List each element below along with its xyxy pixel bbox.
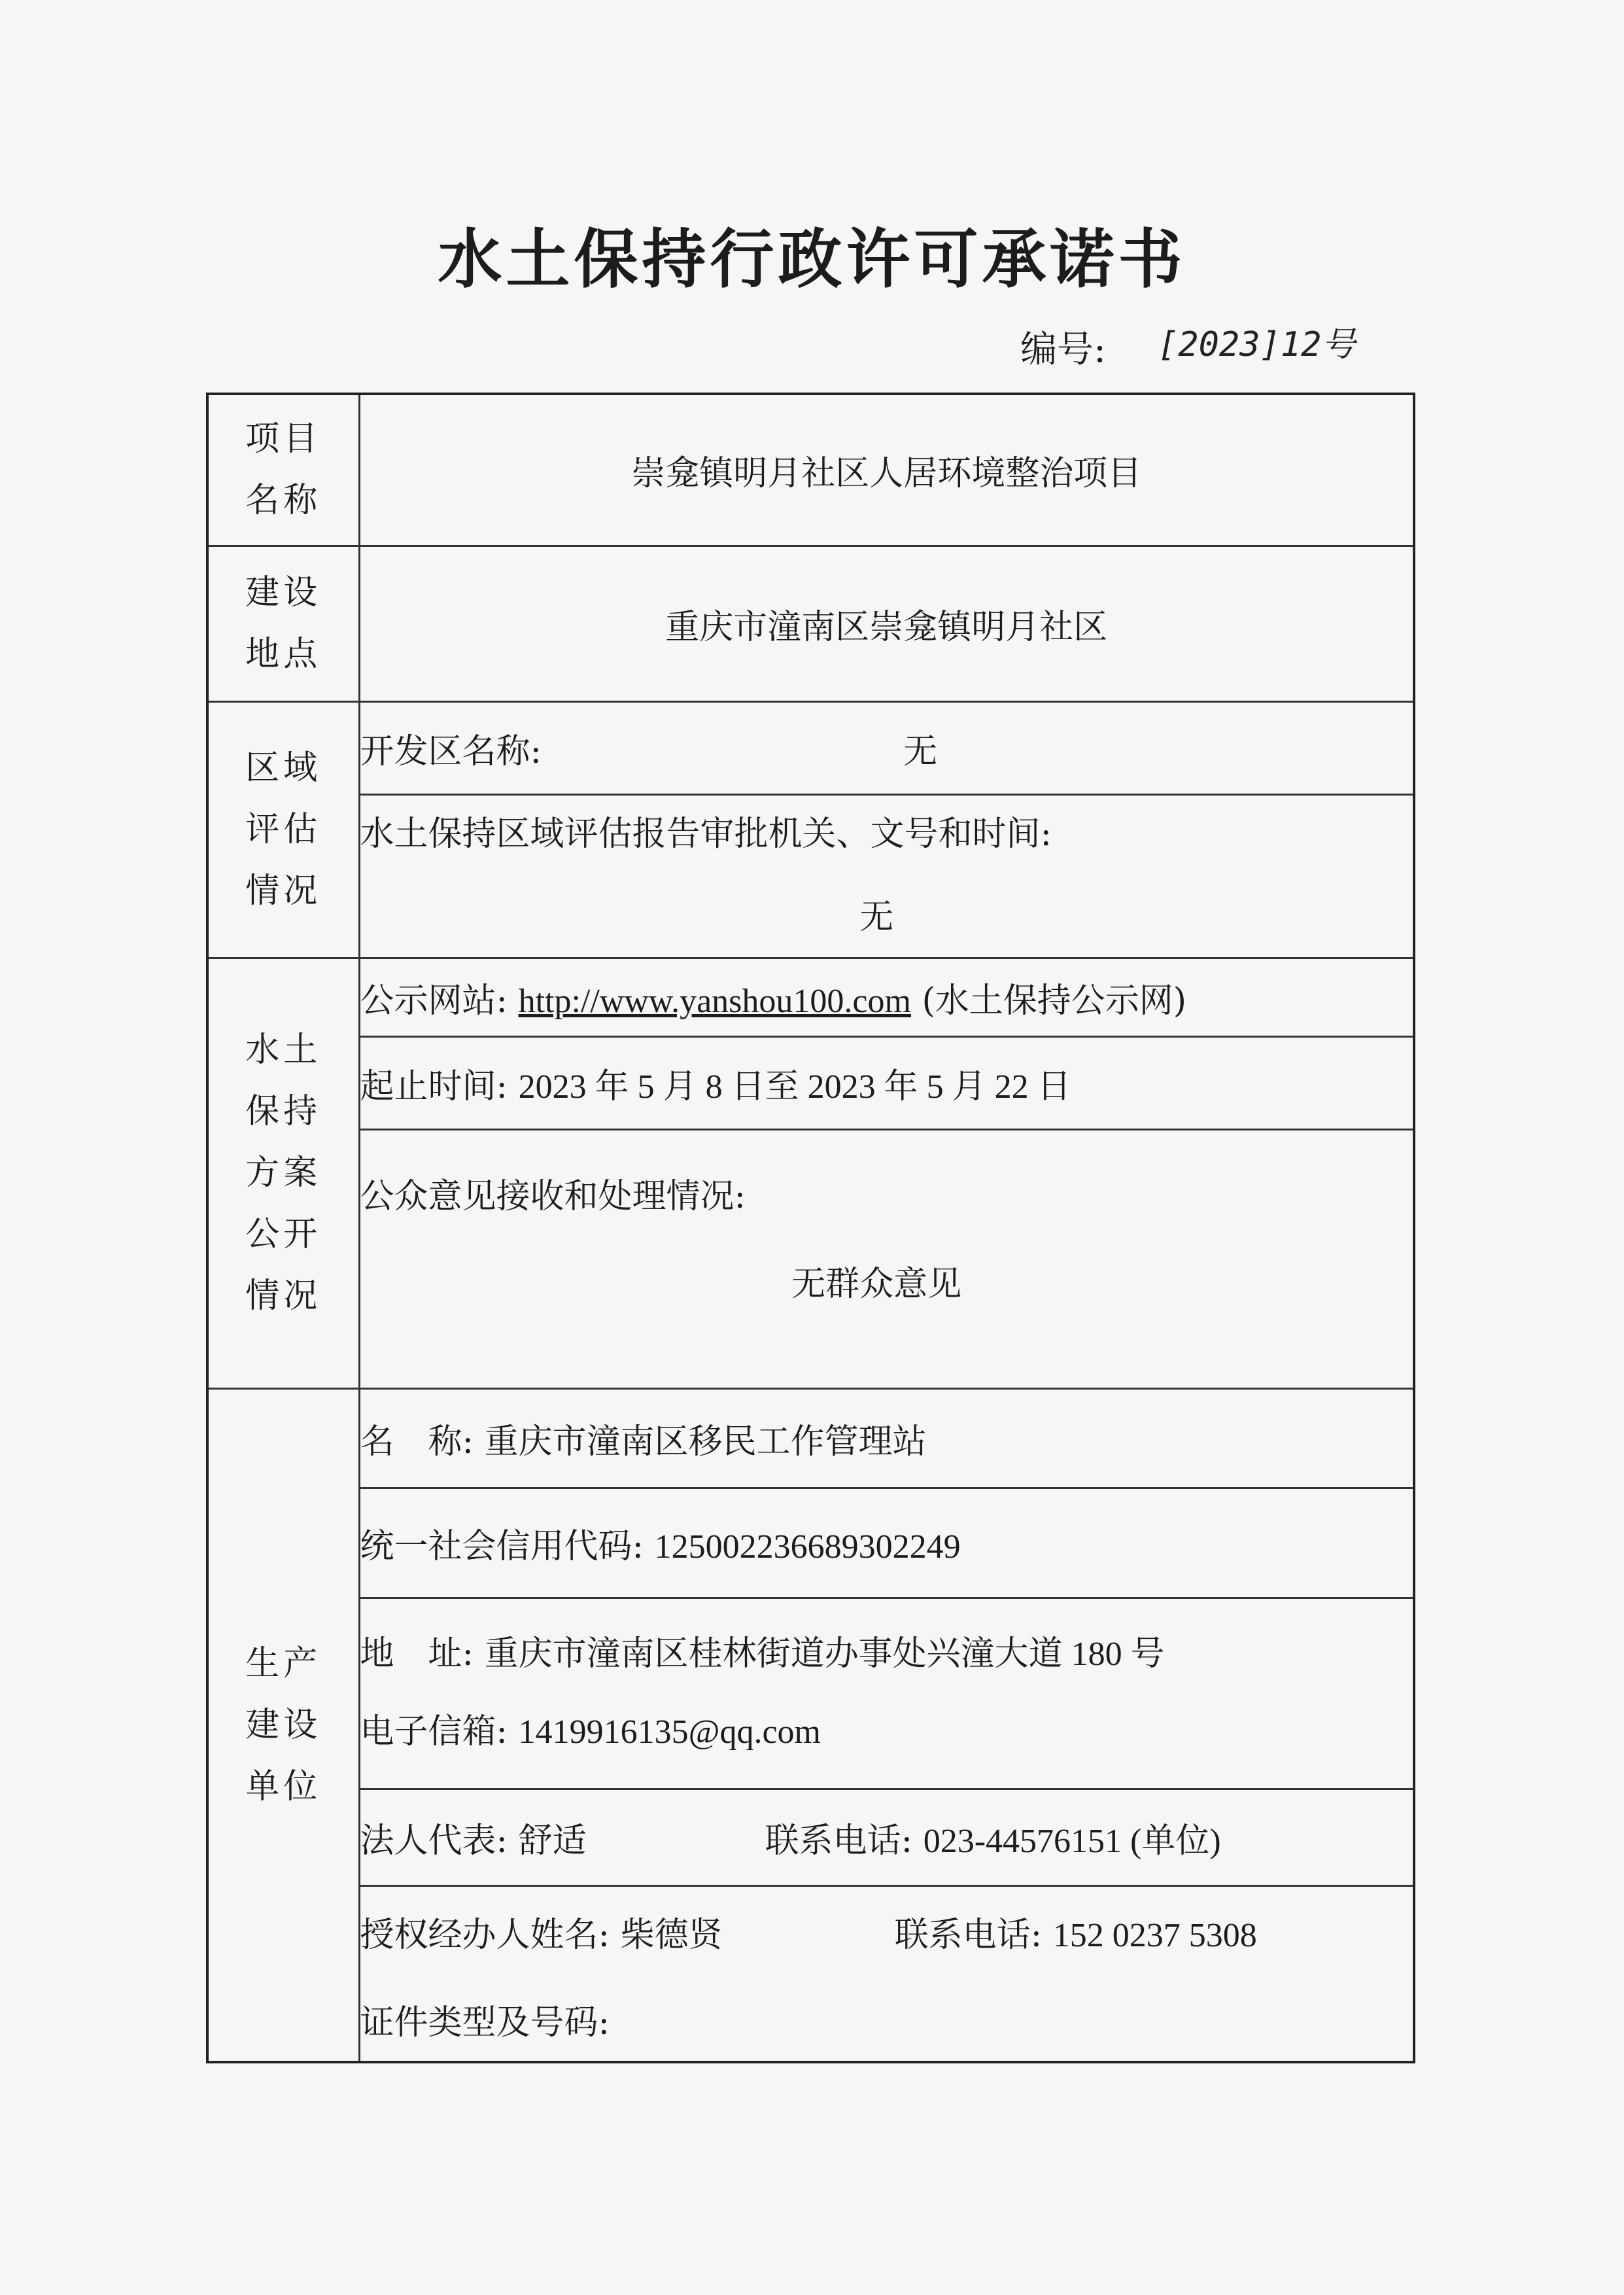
credit-code-value: 125002236689302249	[654, 1528, 961, 1566]
commitment-form-table	[206, 393, 1415, 2063]
unit-label: 生产建设单位	[207, 1388, 359, 2062]
period-value: 2023 年 5 月 8 日至 2023 年 5 月 22 日	[518, 1068, 1071, 1106]
approval-row	[359, 794, 1414, 958]
construction-site-value: 重庆市潼南区崇龛镇明月社区	[359, 546, 1414, 701]
unit-name-label: 名 称:	[360, 1422, 474, 1462]
regional-assessment-label: 区域评估情况	[207, 701, 359, 958]
legal-rep-value: 舒适	[518, 1821, 587, 1861]
website-link[interactable]: http://www.yanshou100.com	[518, 982, 911, 1020]
opinion-row	[359, 1129, 1414, 1388]
doc-number	[1020, 321, 1356, 373]
document-title: 水土保持行政许可承诺书	[438, 222, 1186, 297]
doc-number-value: [2023]12号	[1158, 325, 1356, 364]
unit-name-row	[359, 1388, 1414, 1488]
approval-label: 水土保持区域评估报告审批机关、文号和时间:	[360, 815, 1052, 854]
zone-name-value: 无	[903, 731, 938, 771]
agent-phone-label: 联系电话:	[894, 1916, 1043, 1955]
id-label: 证件类型及号码:	[360, 2003, 610, 2042]
plan-disclosure-label: 水土保持方案公开情况	[207, 958, 359, 1388]
agent-row	[359, 1885, 1414, 1977]
approval-value: 无	[859, 897, 894, 937]
opinion-value: 无群众意见	[791, 1264, 962, 1304]
doc-number-label: 编号:	[1020, 328, 1106, 371]
agent-value: 柴德贤	[620, 1916, 723, 1955]
website-note: (水土保持公示网)	[922, 981, 1187, 1021]
address-value: 重庆市潼南区桂林街道办事处兴潼大道 180 号	[484, 1635, 1165, 1673]
address-label: 地 址:	[360, 1634, 474, 1673]
zone-name-row	[359, 701, 1414, 794]
project-name-value: 崇龛镇明月社区人居环境整治项目	[359, 394, 1414, 546]
construction-site-label: 建设地点	[207, 546, 359, 701]
period-row	[359, 1036, 1414, 1129]
legal-phone-value: 023-44576151 (单位)	[923, 1822, 1221, 1860]
website-label: 公示网站:	[360, 981, 508, 1021]
project-name-label: 项目名称	[207, 394, 359, 546]
email-label: 电子信箱:	[360, 1712, 508, 1751]
address-email-row	[359, 1598, 1414, 1789]
legal-rep-row	[359, 1789, 1414, 1885]
credit-code-row	[359, 1488, 1414, 1598]
id-row	[359, 1977, 1414, 2062]
legal-phone-label: 联系电话:	[765, 1821, 913, 1861]
legal-rep-label: 法人代表:	[360, 1821, 508, 1861]
address-line	[360, 1634, 1413, 1675]
email-line	[360, 1711, 1413, 1753]
period-label: 起止时间:	[360, 1066, 508, 1106]
unit-name-value: 重庆市潼南区移民工作管理站	[484, 1422, 927, 1462]
agent-phone-value: 152 0237 5308	[1052, 1917, 1257, 1955]
zone-name-label: 开发区名称:	[360, 731, 542, 771]
email-value: 1419916135@qq.com	[518, 1713, 821, 1751]
opinion-label: 公众意见接收和处理情况:	[360, 1176, 746, 1216]
website-row	[359, 958, 1414, 1036]
credit-code-label: 统一社会信用代码:	[360, 1526, 644, 1566]
agent-label: 授权经办人姓名:	[360, 1916, 610, 1955]
